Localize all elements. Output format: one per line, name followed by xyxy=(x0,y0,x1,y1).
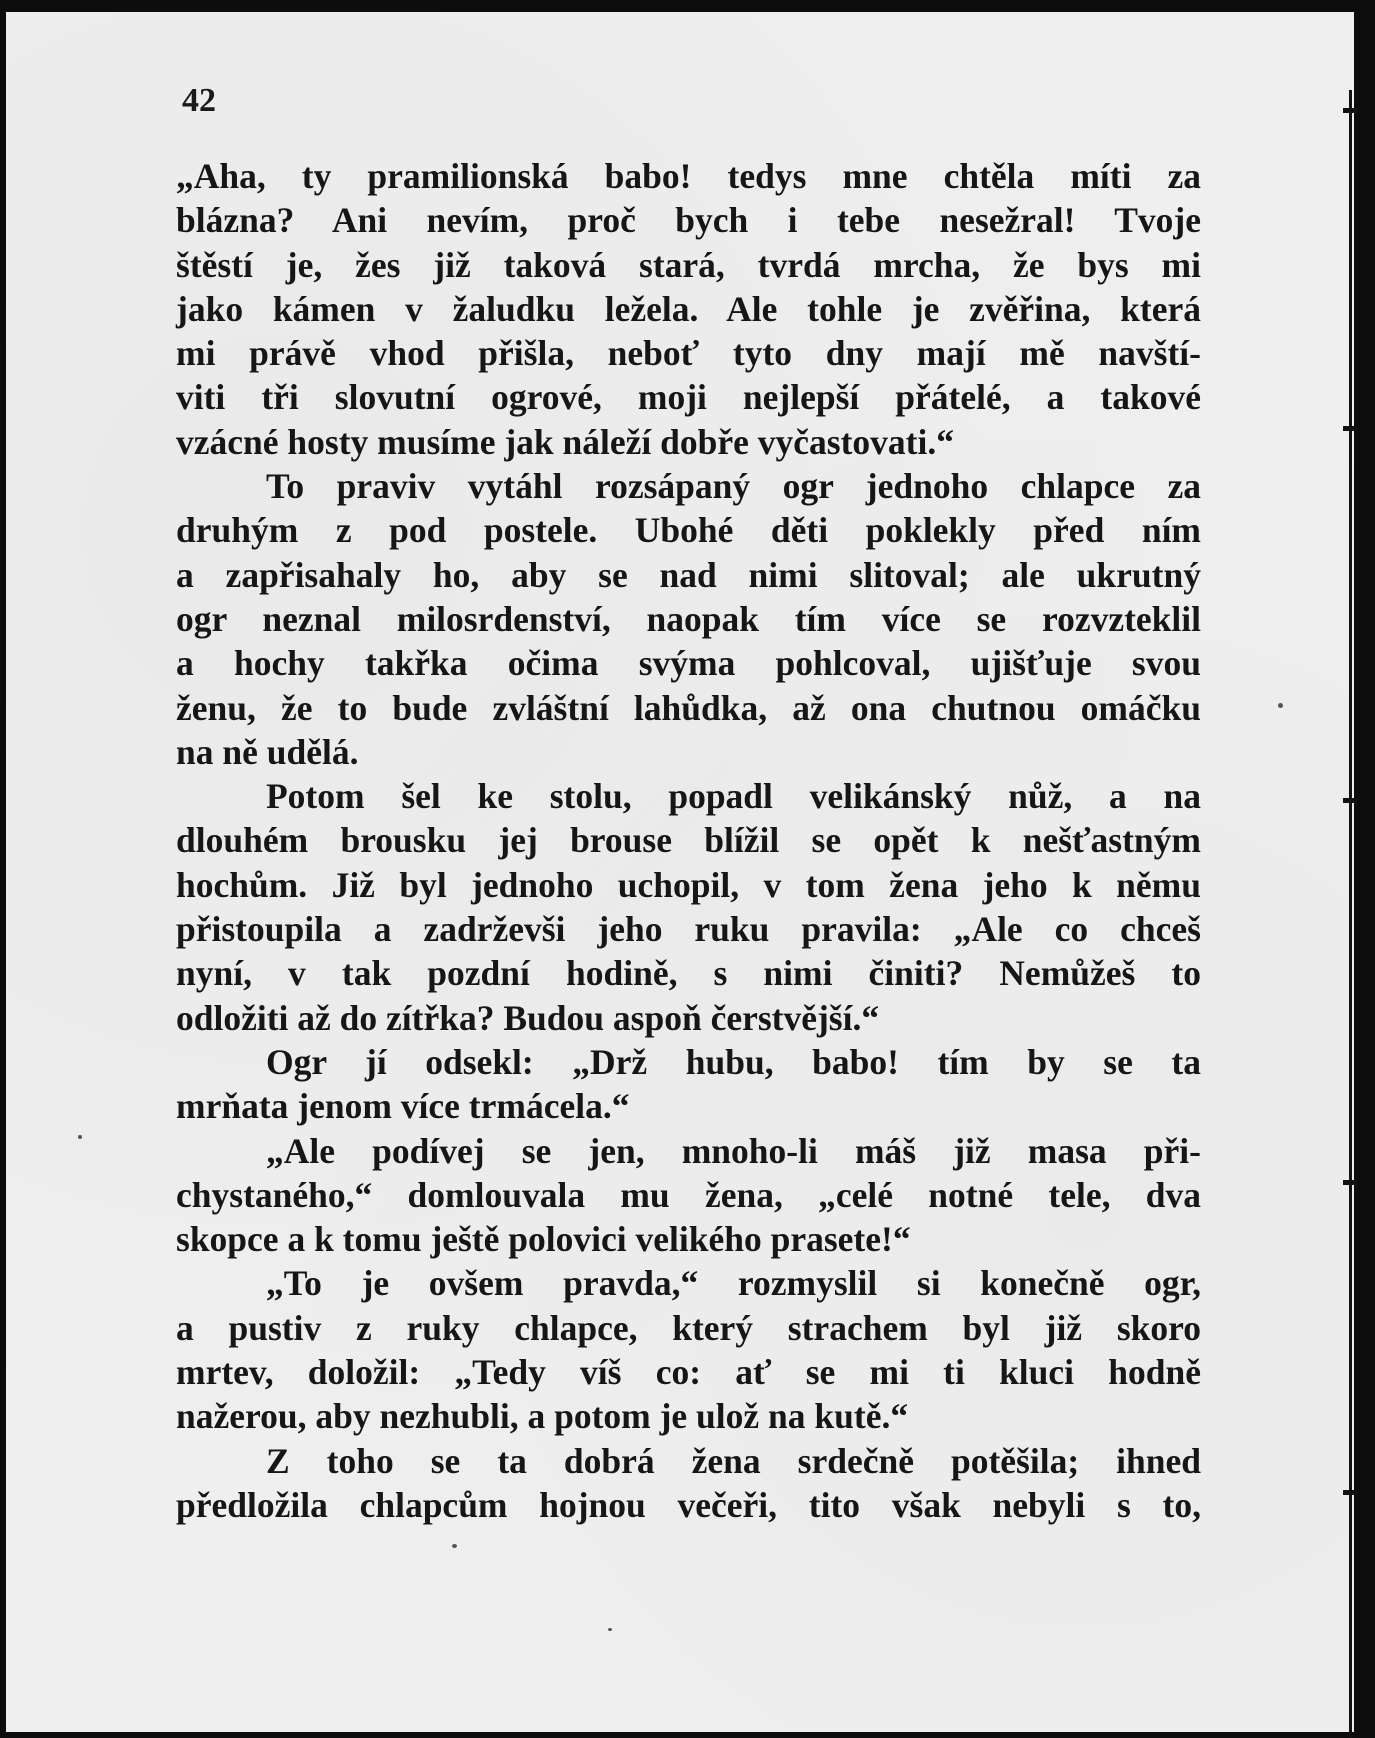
text-line: „Aha, ty pramilionská babo! tedys mne chtěla míti za xyxy=(176,156,1201,196)
text-line: a pustiv z ruky chlapce, který strachem byl již skoro xyxy=(176,1307,1201,1348)
text-line: přistoupila a zadrževši jeho ruku pravila: „Ale co chceš xyxy=(176,909,1201,950)
text-line: nažerou, aby nezhubli, a potom je ulož na kutě.“ xyxy=(176,1396,909,1437)
body-text xyxy=(176,154,1201,1527)
print-speck xyxy=(452,1544,457,1548)
text-line: předložila chlapcům hojnou večeři, tito však nebyli s to, xyxy=(176,1484,1201,1525)
text-line: ženu, že to bude zvláštní lahůdka, až ona chutnou omáčku xyxy=(176,687,1201,728)
text-line: odložiti až do zítřka? Budou aspoň čerstvější.“ xyxy=(176,997,880,1038)
edge-mark xyxy=(1343,1180,1357,1185)
text-line: „Ale podívej se jen, mnoho-li máš již masa při- xyxy=(266,1130,1201,1171)
text-line: ogr neznal milosrdenství, naopak tím více se rozvzteklil xyxy=(176,598,1201,639)
edge-mark xyxy=(1343,426,1357,431)
text-line: mi právě vhod přišla, neboť tyto dny mají mě navští- xyxy=(176,333,1201,374)
text-line: chystaného,“ domlouvala mu žena, „celé notné tele, dva xyxy=(176,1174,1201,1215)
text-line: dlouhém brousku jej brouse blížil se opět k nešťastným xyxy=(176,820,1201,861)
text-line: druhým z pod postele. Ubohé děti poklekly před ním xyxy=(176,510,1201,551)
edge-mark xyxy=(1343,108,1357,113)
page-number: 42 xyxy=(182,82,216,119)
text-line: jako kámen v žaludku ležela. Ale tohle je zvěřina, která xyxy=(176,288,1201,329)
text-line: a zapřisahaly ho, aby se nad nimi slitoval; ale ukrutný xyxy=(176,554,1201,595)
print-speck xyxy=(78,1135,82,1139)
text-line: mrňata jenom více trmácela.“ xyxy=(176,1086,630,1127)
text-line: „To je ovšem pravda,“ rozmyslil si konečně ogr, xyxy=(266,1263,1201,1304)
text-line: na ně udělá. xyxy=(176,731,359,772)
text-line: Z toho se ta dobrá žena srdečně potěšila; ihned xyxy=(266,1440,1201,1481)
text-line: hochům. Již byl jednoho uchopil, v tom žena jeho k němu xyxy=(176,864,1201,905)
print-speck xyxy=(1278,703,1283,708)
text-line: skopce a k tomu ještě polovici velikého prasete!“ xyxy=(176,1219,911,1260)
text-line: štěstí je, žes již taková stará, tvrdá mrcha, že bys mi xyxy=(176,244,1201,285)
text-line: Potom šel ke stolu, popadl velikánský nůž, a na xyxy=(266,776,1201,817)
text-line: a hochy takřka očima svýma pohlcoval, ujišťuje svou xyxy=(176,643,1201,684)
edge-mark xyxy=(1343,1490,1357,1495)
text-line: mrtev, doložil: „Tedy víš co: ať se mi ti kluci hodně xyxy=(176,1352,1201,1393)
text-line: Ogr jí odsekl: „Drž hubu, babo! tím by se ta xyxy=(266,1041,1201,1082)
text-line: vzácné hosty musíme jak náleží dobře vyčastovati.“ xyxy=(176,421,954,462)
print-speck xyxy=(608,1628,612,1631)
edge-mark xyxy=(1343,798,1357,803)
text-line: nyní, v tak pozdní hodině, s nimi činiti? Nemůžeš to xyxy=(176,953,1201,994)
text-line: viti tři slovutní ogrové, moji nejlepší přátelé, a takové xyxy=(176,377,1201,418)
text-line: To praviv vytáhl rozsápaný ogr jednoho chlapce za xyxy=(266,466,1201,507)
text-line: blázna? Ani nevím, proč bych i tebe nesežral! Tvoje xyxy=(176,200,1201,241)
